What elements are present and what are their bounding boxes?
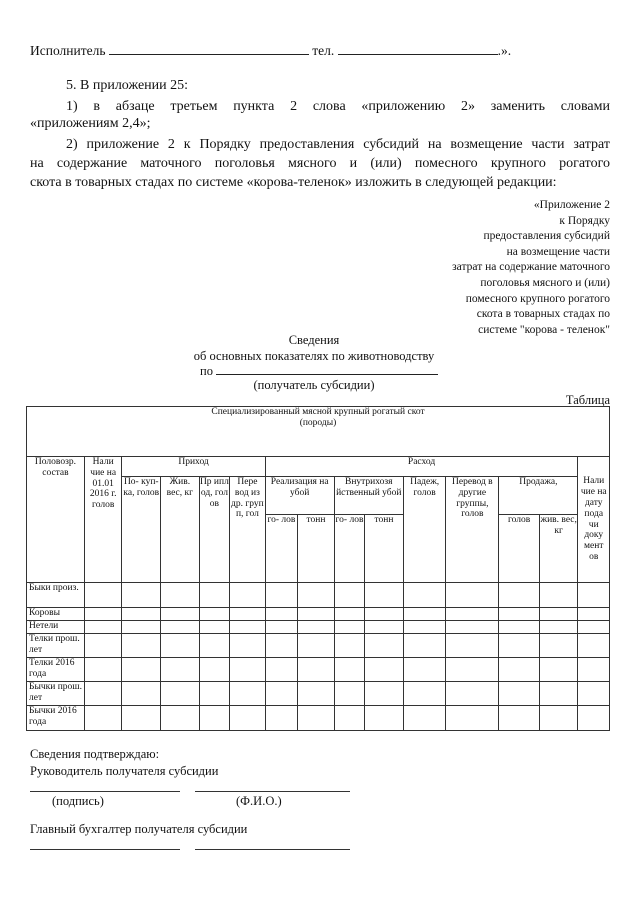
col-offspring: Пр ипл од, гол ов bbox=[199, 477, 229, 583]
table-row bbox=[27, 706, 610, 731]
row-label: Коровы bbox=[27, 608, 85, 621]
col-transfer-in: Пере вод из др. груп п, гол bbox=[230, 477, 266, 583]
title-subtitle: об основных показателях по животноводству bbox=[193, 349, 435, 363]
table-caption: Таблица bbox=[565, 393, 610, 407]
accountant-label: Главный бухгалтер получателя субсидии bbox=[30, 822, 248, 836]
col-internal-tons: тонн bbox=[365, 515, 404, 583]
row-label: Быки произ. bbox=[27, 583, 85, 608]
table-header-main bbox=[27, 407, 610, 457]
col-internal-heads: го- лов bbox=[334, 515, 364, 583]
row-label: Бычки 2016 года bbox=[27, 706, 85, 731]
item1-line1: 1) в абзаце третьем пункта 2 слова «приложению 2» заменить словами bbox=[66, 99, 610, 114]
title-po: по bbox=[200, 364, 213, 378]
table-row bbox=[27, 583, 610, 608]
fio-caption: (Ф.И.О.) bbox=[236, 794, 282, 808]
item2-line3: скота в товарных стадах по системе «корова-теленок» изложить в следующей редакции: bbox=[30, 175, 557, 190]
appendix-line: скота в товарных стадах по bbox=[476, 308, 610, 321]
table-row bbox=[27, 658, 610, 682]
col-presence-date: Нали чие на дату пода чи доку мент ов bbox=[578, 457, 610, 583]
col-transfer-out: Перевод в другие группы, голов bbox=[446, 477, 499, 583]
appendix-line: затрат на содержание маточного bbox=[452, 261, 610, 274]
appendix-reference bbox=[310, 198, 610, 338]
col-sale-slaughter-heads: го- лов bbox=[265, 515, 298, 583]
confirm-text: Сведения подтверждаю: bbox=[30, 747, 160, 761]
item2-line1: 2) приложение 2 к Порядку предоставления субсидий на возмещение части затрат bbox=[66, 137, 610, 152]
col-death: Падеж, голов bbox=[403, 477, 446, 583]
executor-blank bbox=[109, 42, 309, 55]
col-internal-slaughter: Внутрихозя йственный убой bbox=[334, 477, 403, 515]
col-sex-age: Половозр. состав bbox=[27, 457, 85, 583]
recipient-blank bbox=[216, 362, 438, 375]
executor-label: Исполнитель bbox=[30, 43, 106, 58]
col-sale-slaughter-tons: тонн bbox=[298, 515, 335, 583]
closing-mark: .». bbox=[497, 43, 512, 58]
table-row bbox=[27, 608, 610, 621]
title-recipient-caption: (получатель субсидии) bbox=[253, 378, 375, 392]
col-sale: Продажа, bbox=[499, 477, 578, 515]
item2-line2: на содержание маточного поголовья мясного и (или) помесного крупного рогатого bbox=[30, 156, 610, 171]
appendix-line: на возмещение части bbox=[506, 245, 610, 258]
col-purchase: По- куп- ка, голов bbox=[122, 477, 161, 583]
head-signature-line bbox=[30, 791, 180, 792]
appendix-line: предоставления субсидий bbox=[483, 230, 610, 243]
point-5: 5. В приложении 25: bbox=[66, 78, 189, 93]
col-sale-weight: жив. вес, кг bbox=[539, 515, 578, 583]
appendix-line: «Приложение 2 bbox=[533, 199, 610, 211]
signature-caption: (подпись) bbox=[52, 794, 104, 808]
col-live-weight: Жив. вес, кг bbox=[161, 477, 200, 583]
item1-line2: «приложениям 2,4»; bbox=[30, 116, 151, 131]
appendix-line: поголовья мясного и (или) bbox=[480, 276, 610, 289]
table-row bbox=[27, 634, 610, 658]
appendix-line: к Порядку bbox=[559, 214, 610, 227]
appendix-line: помесного крупного рогатого bbox=[465, 292, 610, 305]
col-income: Приход bbox=[122, 457, 265, 477]
title-svedeniya: Сведения bbox=[288, 333, 340, 347]
row-label: Телки прош. лет bbox=[27, 634, 85, 658]
row-label: Телки 2016 года bbox=[27, 658, 85, 682]
col-expense: Расход bbox=[265, 457, 578, 477]
col-sale-heads: голов bbox=[499, 515, 540, 583]
head-label: Руководитель получателя субсидии bbox=[30, 764, 219, 778]
row-label: Бычки прош. лет bbox=[27, 682, 85, 706]
table-row bbox=[27, 682, 610, 706]
accountant-fio-line bbox=[195, 849, 350, 850]
header-sub-text: (породы) bbox=[299, 417, 337, 428]
accountant-signature-line bbox=[30, 849, 180, 850]
appendix-line: системе "корова - теленок" bbox=[478, 323, 610, 336]
phone-label: тел. bbox=[312, 43, 335, 58]
header-main-text: Специализированный мясной крупный рогатый скот bbox=[211, 407, 425, 417]
livestock-table bbox=[26, 406, 610, 731]
head-fio-line bbox=[195, 791, 350, 792]
col-sale-slaughter: Реализация на убой bbox=[265, 477, 334, 515]
executor-line bbox=[30, 42, 511, 59]
phone-blank bbox=[338, 42, 498, 55]
row-label: Нетели bbox=[27, 621, 85, 634]
table-row bbox=[27, 621, 610, 634]
col-presence-start: Нали чие на 01.01 2016 г. голов bbox=[84, 457, 122, 583]
